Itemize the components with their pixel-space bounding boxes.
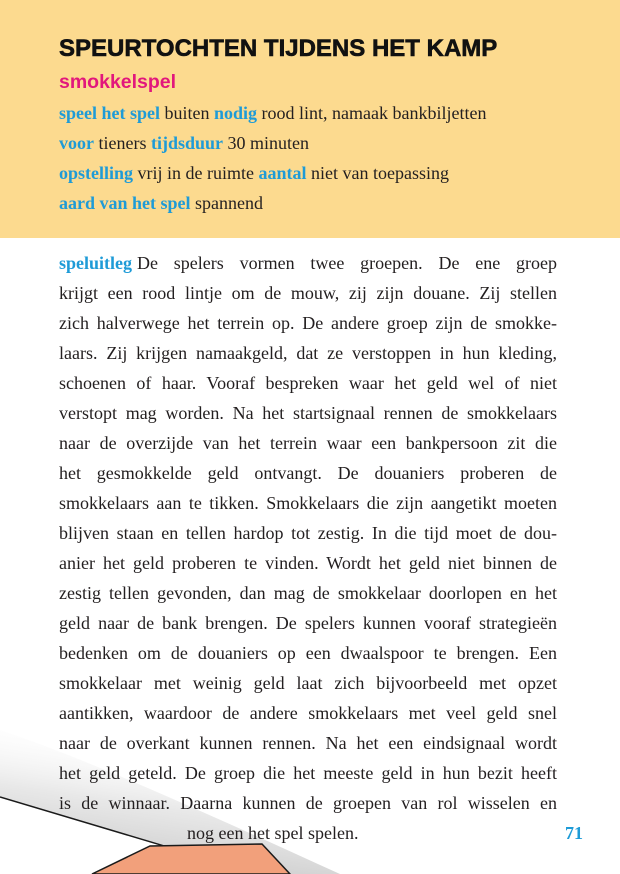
game-details	[59, 98, 579, 218]
body-line: bedenken om de douaniers op een dwaalspoor te brengen. Een	[59, 643, 557, 663]
body-line: verstopt mag worden. Na het startsignaal rennen de smokkelaars	[59, 403, 557, 423]
page-number: 71	[565, 823, 583, 843]
body-line: krijgt een rood lintje om de mouw, zij zijn douane. Zij stellen	[59, 283, 557, 303]
body-line: smokkelaar met weinig geld laat zich bijvoorbeeld met opzet	[59, 673, 557, 693]
detail-label: nodig	[214, 103, 258, 123]
detail-label: speel het spel	[59, 103, 160, 123]
detail-row	[59, 188, 579, 218]
detail-value: 30 minuten	[227, 133, 310, 153]
body-line: anier het geld proberen te vinden. Wordt het geld niet binnen de	[59, 553, 557, 573]
detail-value: spannend	[195, 193, 263, 213]
salmon-shape	[92, 844, 290, 874]
body-line: zestig tellen gevonden, dan mag de smokkelaar doorlopen en het	[59, 583, 557, 603]
body-line: blijven staan en tellen hardop tot zestig. In die tijd moet de dou-	[59, 523, 557, 543]
body-line: naar de overkant kunnen rennen. Na het een eindsignaal wordt	[59, 733, 557, 753]
body-line-text: De spelers vormen twee groepen. De ene groep	[137, 253, 557, 273]
body-line: laars. Zij krijgen namaakgeld, dat ze verstoppen in hun kleding,	[59, 343, 557, 363]
detail-row	[59, 98, 579, 128]
page-title: SPEURTOCHTEN TIJDENS HET KAMP	[59, 35, 498, 62]
detail-label: voor	[59, 133, 94, 153]
detail-row	[59, 158, 579, 188]
body-line: schoenen of haar. Vooraf bespreken waar het geld wel of niet	[59, 373, 557, 393]
detail-label: opstelling	[59, 163, 134, 183]
detail-label: aantal	[258, 163, 307, 183]
detail-value: vrij in de ruimte	[137, 163, 254, 183]
body-line: naar de overzijde van het terrein waar een bankpersoon zit die	[59, 433, 557, 453]
body-line	[59, 248, 557, 278]
body-line: geld naar de bank brengen. De spelers kunnen vooraf strategieën	[59, 613, 557, 633]
detail-value: buiten	[164, 103, 210, 123]
body-line: is de winnaar. Daarna kunnen de groepen van rol wisselen en	[59, 793, 557, 813]
body-line: zich halverwege het terrein op. De andere groep zijn de smokke-	[59, 313, 557, 333]
detail-label: aard van het spel	[59, 193, 191, 213]
game-name: smokkelspel	[59, 71, 177, 93]
explanation-label: speluitleg	[59, 253, 133, 273]
body-line: smokkelaars aan te tikken. Smokkelaars die zijn aangetikt moeten	[59, 493, 557, 513]
body-line: het geld geteld. De groep die het meeste geld in hun bezit heeft	[59, 763, 557, 783]
detail-value: rood lint, namaak bankbiljetten	[261, 103, 487, 123]
body-line-last: nog een het spel spelen.	[187, 823, 359, 843]
game-explanation	[59, 248, 557, 848]
detail-value: niet van toepassing	[311, 163, 449, 183]
body-line: het gesmokkelde geld ontvangt. De douaniers proberen de	[59, 463, 557, 483]
detail-value: tieners	[98, 133, 147, 153]
body-line: aantikken, waardoor de andere smokkelaars met veel geld snel	[59, 703, 557, 723]
detail-label: tijdsduur	[150, 133, 224, 153]
header-panel	[0, 0, 620, 238]
detail-row	[59, 128, 579, 158]
